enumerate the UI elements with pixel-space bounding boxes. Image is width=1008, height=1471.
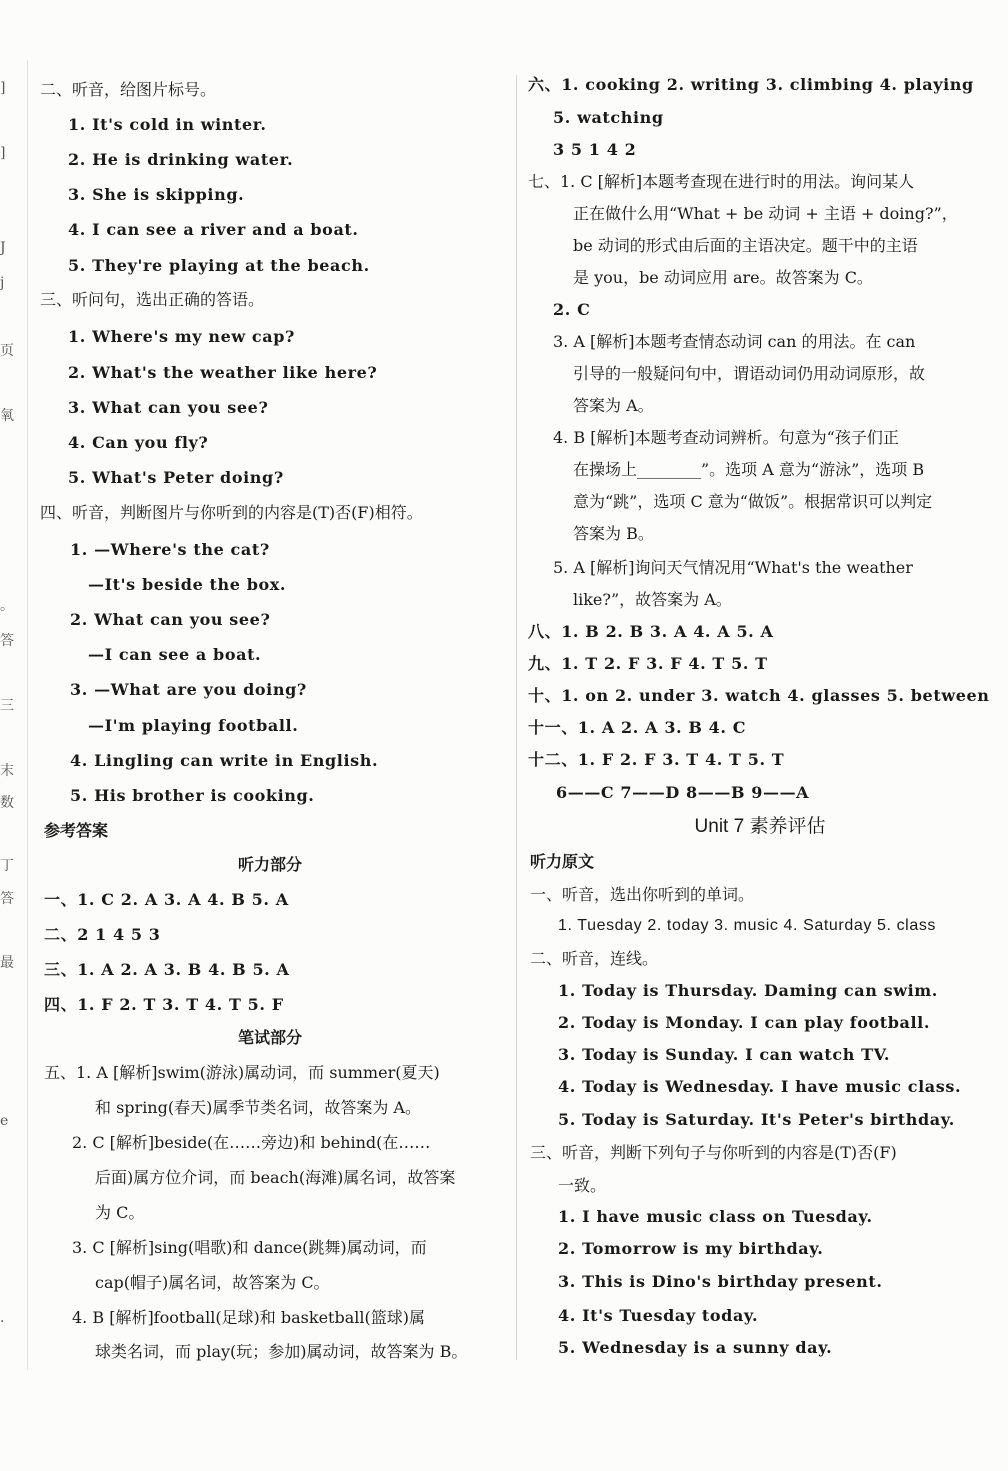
written-part-heading: 笔试部分 [237,1028,302,1047]
answer-line: 5. A [解析]询问天气情况用“What's the weather [553,558,913,577]
dialogue-line: 1. —Where's the cat? [70,540,270,559]
margin-fragment: j [0,275,5,291]
margin-fragment: 末 [0,763,14,779]
list-item: 2. Tomorrow is my birthday. [558,1239,824,1258]
list-item: 3. She is skipping. [68,185,245,204]
answer-row: 四、1. F 2. T 3. T 4. T 5. F [44,995,284,1014]
answer-line: 七、1. C [解析]本题考查现在进行时的用法。询问某人 [528,172,915,191]
list-item: 1. I have music class on Tuesday. [558,1207,873,1226]
unit-title: Unit 7 素养评估 [694,816,826,837]
dialogue-line: 2. What can you see? [70,610,271,629]
answer-line: 4. B [解析]本题考查动词辨析。句意为“孩子们正 [553,428,899,447]
margin-fragment: 。 [0,598,14,614]
list-item: 5. Wednesday is a sunny day. [558,1338,833,1357]
answer-line: 2. C [553,300,591,319]
answer-line: 十一、1. A 2. A 3. B 4. C [528,718,747,737]
answer-line: 为 C。 [95,1203,145,1222]
answer-line: 八、1. B 2. B 3. A 4. A 5. A [528,622,774,641]
margin-fragment: 页 [0,343,14,359]
listening-part-heading: 听力部分 [237,855,302,874]
answer-row: 三、1. A 2. A 3. B 4. B 5. A [44,960,290,979]
answer-row: 二、2 1 4 5 3 [44,925,161,944]
listening-text-heading: 听力原文 [530,852,595,871]
dialogue-line: 4. Lingling can write in English. [70,751,379,770]
margin-fragment: J [0,240,6,256]
margin-fragment: 最 [0,955,14,971]
margin-fragment: ] [0,145,6,161]
list-item: 4. I can see a river and a boat. [68,220,359,239]
answer-line: 答案为 A。 [573,396,654,415]
list-item: 2. He is drinking water. [68,150,294,169]
answer-line: like?”，故答案为 A。 [573,590,732,609]
answer-line: 答案为 B。 [573,524,654,543]
answer-line: 正在做什么用“What + be 动词 + 主语 + doing?”， [573,204,958,223]
answers-heading: 参考答案 [44,821,109,840]
section-title: 三、听问句，选出正确的答语。 [40,290,265,309]
answer-line: 引导的一般疑问句中，谓语动词仍用动词原形，故 [573,364,926,383]
list-item: 4. Can you fly? [68,433,209,452]
answer-line: 十二、1. F 2. F 3. T 4. T 5. T [528,750,785,769]
answer-line: 6——C 7——D 8——B 9——A [556,783,810,802]
list-item: 3. What can you see? [68,398,269,417]
answer-line: 2. C [解析]beside(在……旁边)和 behind(在…… [72,1133,431,1152]
answer-line: 4. B [解析]football(足球)和 basketball(篮球)属 [72,1308,425,1327]
list-item: 5. What's Peter doing? [68,468,284,487]
answer-line: 后面)属方位介词，而 beach(海滩)属名词，故答案 [95,1168,456,1187]
dialogue-line: 5. His brother is cooking. [70,786,315,805]
list-item: 2. Today is Monday. I can play football. [558,1013,931,1032]
section-title: 二、听音，给图片标号。 [40,80,217,99]
dialogue-line: —I can see a boat. [88,645,262,664]
list-item: 5. They're playing at the beach. [68,256,370,275]
answer-line: 3 5 1 4 2 [553,140,637,159]
answer-row: 一、1. C 2. A 3. A 4. B 5. A [44,890,289,909]
left-margin-rule [27,60,28,1370]
section-title-cont: 一致。 [558,1176,607,1195]
answer-line: 意为“跳”，选项 C 意为“做饭”。根据常识可以判定 [573,492,933,511]
answer-line: 是 you，be 动词应用 are。故答案为 C。 [573,268,873,287]
margin-fragment: 氧 [0,408,14,424]
answer-line: cap(帽子)属名词，故答案为 C。 [95,1273,330,1292]
answer-line: 3. C [解析]sing(唱歌)和 dance(跳舞)属动词，而 [72,1238,427,1257]
answer-line: 六、1. cooking 2. writing 3. climbing 4. playing [528,75,974,94]
margin-fragment: 答 [0,633,14,649]
list-item: 3. Today is Sunday. I can watch TV. [558,1045,891,1064]
section-title: 二、听音，连线。 [530,949,659,968]
answer-line: be 动词的形式由后面的主语决定。题干中的主语 [573,236,918,255]
list-item: 1. It's cold in winter. [68,115,267,134]
list-item: 4. It's Tuesday today. [558,1306,759,1325]
section-title: 四、听音，判断图片与你听到的内容是(T)否(F)相符。 [40,503,423,522]
margin-fragment: 答 [0,891,14,907]
dialogue-line: —It's beside the box. [88,575,287,594]
answer-line: 球类名词，而 play(玩；参加)属动词，故答案为 B。 [95,1342,468,1361]
answer-line: 5. watching [553,108,664,127]
answer-line: 五、1. A [解析]swim(游泳)属动词，而 summer(夏天) [44,1063,440,1082]
answer-line: 九、1. T 2. F 3. F 4. T 5. T [528,654,768,673]
margin-fragment: 三 [0,698,14,714]
column-divider [516,75,517,1360]
dialogue-line: —I'm playing football. [88,716,299,735]
answer-line: 3. A [解析]本题考查情态动词 can 的用法。在 can [553,332,916,351]
word-list: 1. Tuesday 2. today 3. music 4. Saturday 5. class [558,917,937,934]
list-item: 5. Today is Saturday. It's Peter's birthday. [558,1110,955,1129]
list-item: 4. Today is Wednesday. I have music class. [558,1077,962,1096]
list-item: 1. Today is Thursday. Daming can swim. [558,981,938,1000]
answer-line: 在操场上________”。选项 A 意为“游泳”，选项 B [573,460,925,479]
section-title: 一、听音，选出你听到的单词。 [530,885,755,904]
margin-fragment: 丁 [0,858,14,874]
margin-fragment: ] [0,80,6,96]
list-item: 1. Where's my new cap? [68,327,295,346]
margin-fragment: . [0,1310,5,1326]
dialogue-line: 3. —What are you doing? [70,680,307,699]
margin-fragment: e [0,1113,9,1129]
answer-line: 十、1. on 2. under 3. watch 4. glasses 5. between [528,686,990,705]
list-item: 3. This is Dino's birthday present. [558,1272,883,1291]
list-item: 2. What's the weather like here? [68,363,378,382]
answer-line: 和 spring(春天)属季节类名词，故答案为 A。 [95,1098,421,1117]
section-title: 三、听音，判断下列句子与你听到的内容是(T)否(F) [530,1143,897,1162]
margin-fragment: 数 [0,795,14,811]
